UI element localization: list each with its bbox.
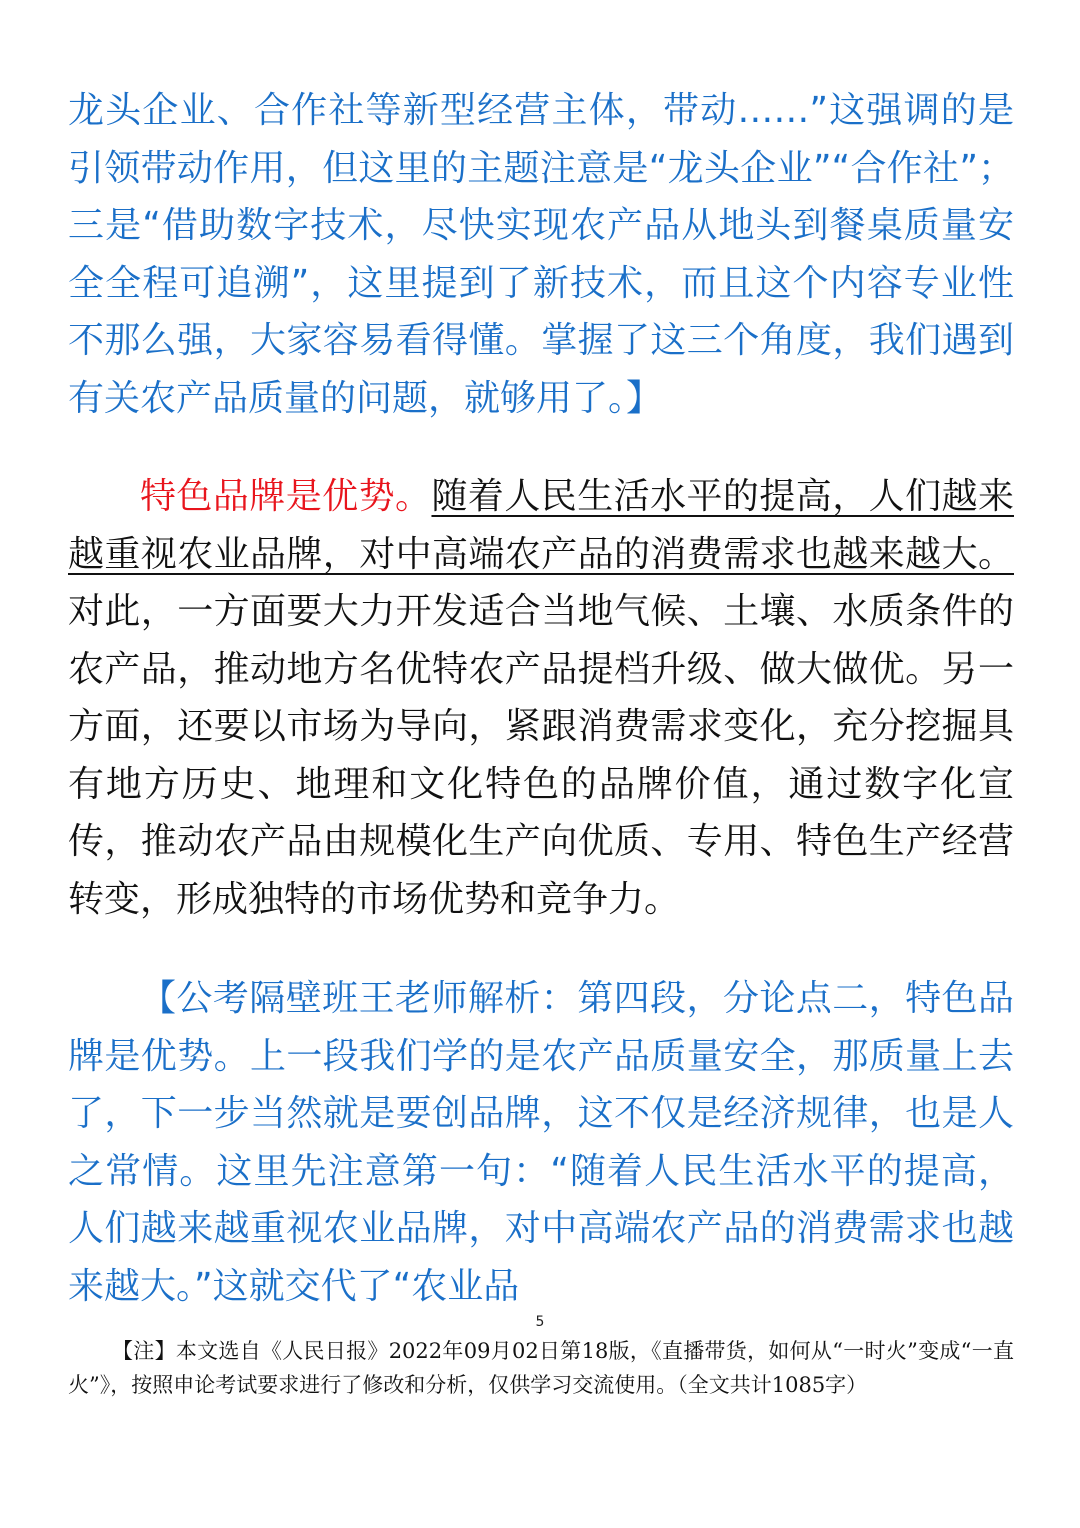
body-text-rest: 对此，一方面要大力开发适合当地气候、土壤、水质条件的农产品，推动地方名优特农产品提档升级、做大做优。另一方面，还要以市场为导向，紧跟消费需求变化，充分挖掘具有地方历史、地理和文化特色的品牌价值，通过数字化宣传，推动农产品由规模化生产向优质、专用、特色生产经营转变，形成独特的市场优势和竞争力。 <box>68 591 1014 920</box>
source-note: 【注】本文选自《人民日报》2022年09月02日第18版，《直播带货，如何从“一时火”变成“一直火”》，按照申论考试要求进行了修改和分析，仅供学习交流使用。（全文共计1085字） <box>68 1339 1014 1397</box>
analysis-paragraph-brand: 【公考隔壁班王老师解析：第四段，分论点二，特色品牌是优势。上一段我们学的是农产品质量安全，那质量上去了，下一步当然就是要创品牌，这不仅是经济规律，也是人之常情。这里先注意第一句：“随着人民生活水平的提高，人们越来越重视农业品牌，对中高端农产品的消费需求也越来越大。”这就交代了“农业品 <box>68 978 1014 1307</box>
analysis-paragraph-continued: 龙头企业、合作社等新型经营主体，带动……”这强调的是引领带动作用，但这里的主题注意是“龙头企业”“合作社”；三是“借助数字技术，尽快实现农产品从地头到餐桌质量安全全程可追溯”，这里提到了新技术，而且这个内容专业性不那么强，大家容易看得懂。掌握了这三个角度，我们遇到有关农产品质量的问题，就够用了。】 <box>68 90 1014 419</box>
section-heading-brand: 特色品牌是优势。 <box>140 476 432 517</box>
underlined-key-sentence: 随着人民生活水平的提高，人们越来越重视农业品牌，对中高端农产品的消费需求也越来越大。 <box>68 476 1014 575</box>
page-number: 5 <box>535 1314 545 1330</box>
body-paragraph-brand <box>68 468 1014 928</box>
